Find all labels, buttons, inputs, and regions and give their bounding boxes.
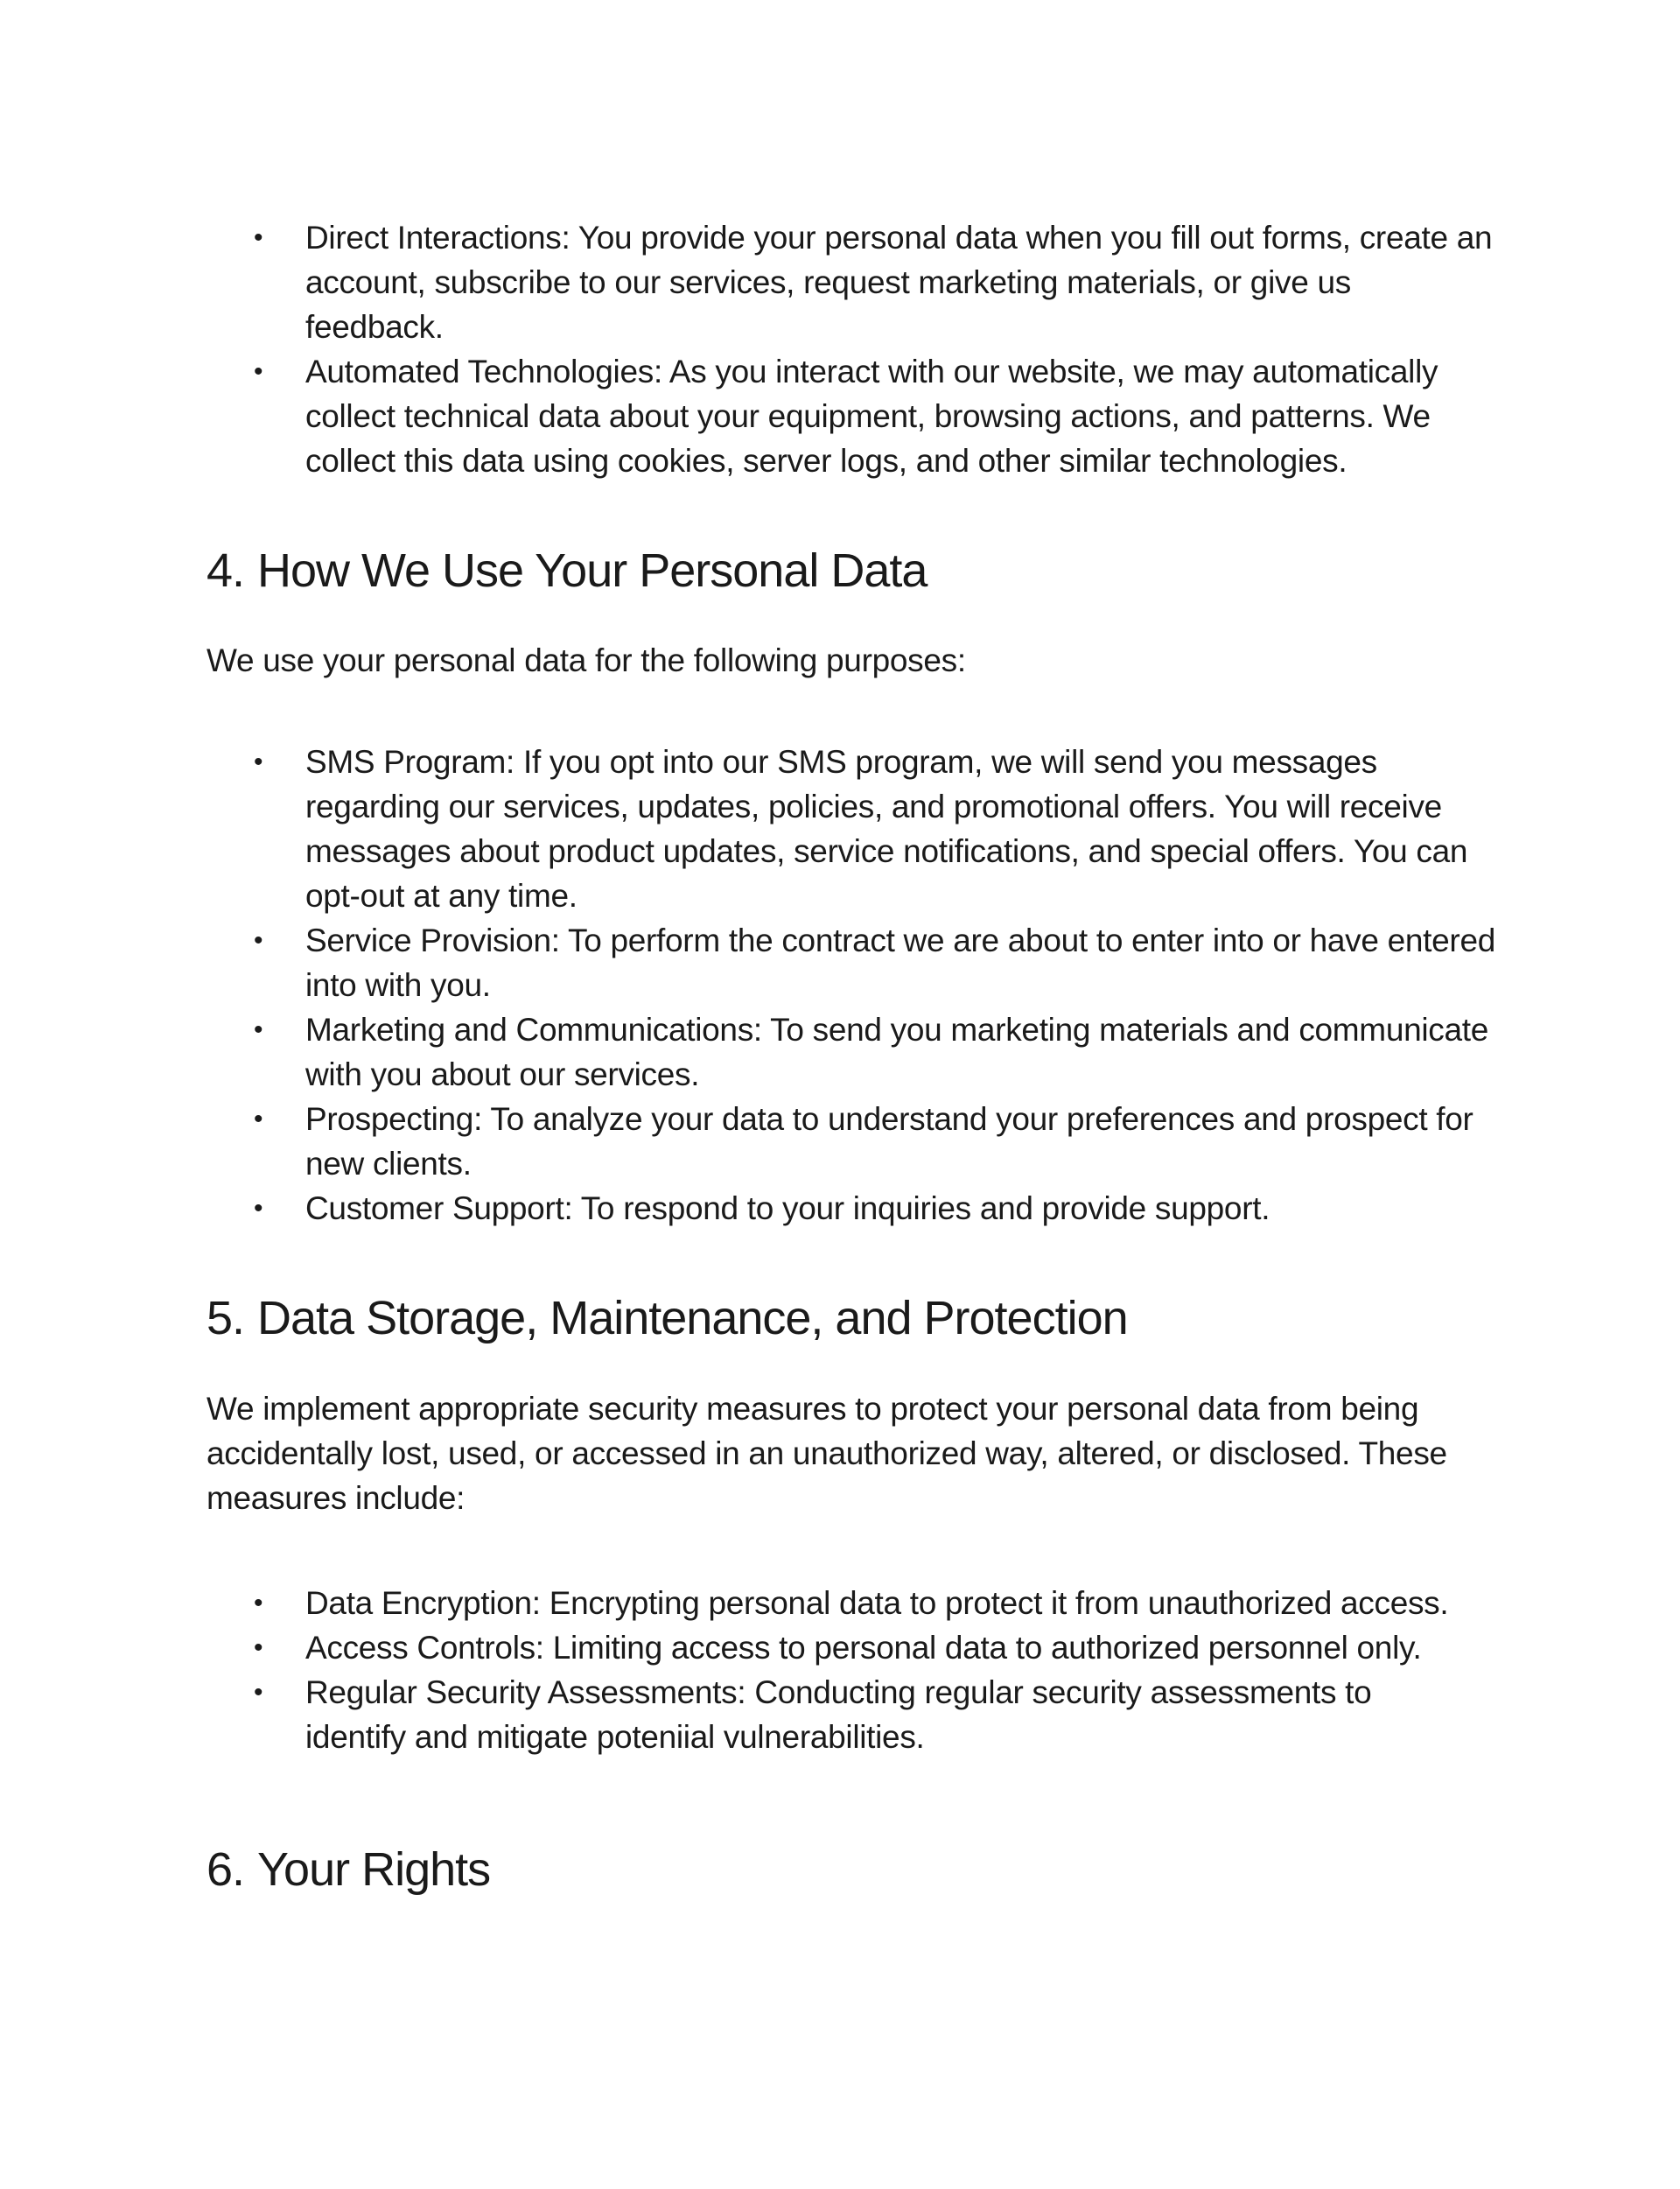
list-item xyxy=(254,1625,1479,1670)
bullet-icon: • xyxy=(254,1015,263,1044)
section-title: Your Rights xyxy=(257,1843,491,1896)
list-item xyxy=(254,215,1496,349)
section-4-heading xyxy=(206,543,927,599)
list-item xyxy=(254,1670,1479,1759)
security-measures-list xyxy=(254,1581,1479,1759)
list-item xyxy=(254,918,1505,1007)
section-title: How We Use Your Personal Data xyxy=(257,544,928,597)
section-4-intro: We use your personal data for the following purposes: xyxy=(206,642,966,678)
bullet-icon: • xyxy=(254,357,263,386)
bullet-icon: • xyxy=(254,747,263,776)
list-item xyxy=(254,1581,1479,1625)
list-item-text: Access Controls: Limiting access to personal data to authorized personnel only. xyxy=(305,1630,1422,1666)
list-item-text: Marketing and Communications: To send you marketing materials and communicate with you about our services. xyxy=(305,1012,1489,1092)
section-number: 4. xyxy=(206,544,245,597)
bullet-icon: • xyxy=(254,223,263,252)
bullet-icon: • xyxy=(254,1678,263,1707)
section-5-intro: We implement appropriate security measures to protect your personal data from being accidentally lost, used, or accessed in an unauthorized way, altered, or disclosed. These measures include: xyxy=(206,1391,1447,1516)
bullet-icon: • xyxy=(254,1194,263,1223)
list-item-text: Automated Technologies: As you interact with our website, we may automatically collect technical data about your equipment, browsing actions, and patterns. We collect this data using cookies, server logs, and other similar technologies. xyxy=(305,354,1438,479)
collection-methods-list xyxy=(254,215,1496,483)
list-item-text: Customer Support: To respond to your inquiries and provide support. xyxy=(305,1190,1270,1226)
list-item xyxy=(254,1007,1505,1097)
list-item-text: SMS Program: If you opt into our SMS program, we will send you messages regarding our services, updates, policies, and promotional offers. You will receive messages about product updates, service notifications, and special offers. You can opt-out at any time. xyxy=(305,744,1468,914)
section-title: Data Storage, Maintenance, and Protection xyxy=(257,1292,1128,1344)
list-item-text: Service Provision: To perform the contract we are about to enter into or have entered into with you. xyxy=(305,923,1496,1003)
list-item xyxy=(254,349,1496,483)
section-5-heading xyxy=(206,1290,1128,1346)
section-number: 5. xyxy=(206,1292,245,1344)
list-item-text: Regular Security Assessments: Conducting regular security assessments to identify and mitigate poteniial vulnerabilities. xyxy=(305,1674,1372,1755)
bullet-icon: • xyxy=(254,1105,263,1133)
list-item xyxy=(254,1097,1505,1186)
bullet-icon: • xyxy=(254,1633,263,1662)
list-item-text: Data Encryption: Encrypting personal data to protect it from unauthorized access. xyxy=(305,1585,1449,1621)
section-number: 6. xyxy=(206,1843,245,1896)
list-item-text: Prospecting: To analyze your data to understand your preferences and prospect for new clients. xyxy=(305,1101,1474,1182)
list-item xyxy=(254,740,1505,918)
purposes-list xyxy=(254,740,1505,1231)
section-6-heading xyxy=(206,1842,490,1898)
list-item-text: Direct Interactions: You provide your personal data when you fill out forms, create an account, subscribe to our services, request marketing materials, or give us feedback. xyxy=(305,220,1493,345)
bullet-icon: • xyxy=(254,926,263,955)
bullet-icon: • xyxy=(254,1589,263,1617)
list-item xyxy=(254,1186,1505,1231)
